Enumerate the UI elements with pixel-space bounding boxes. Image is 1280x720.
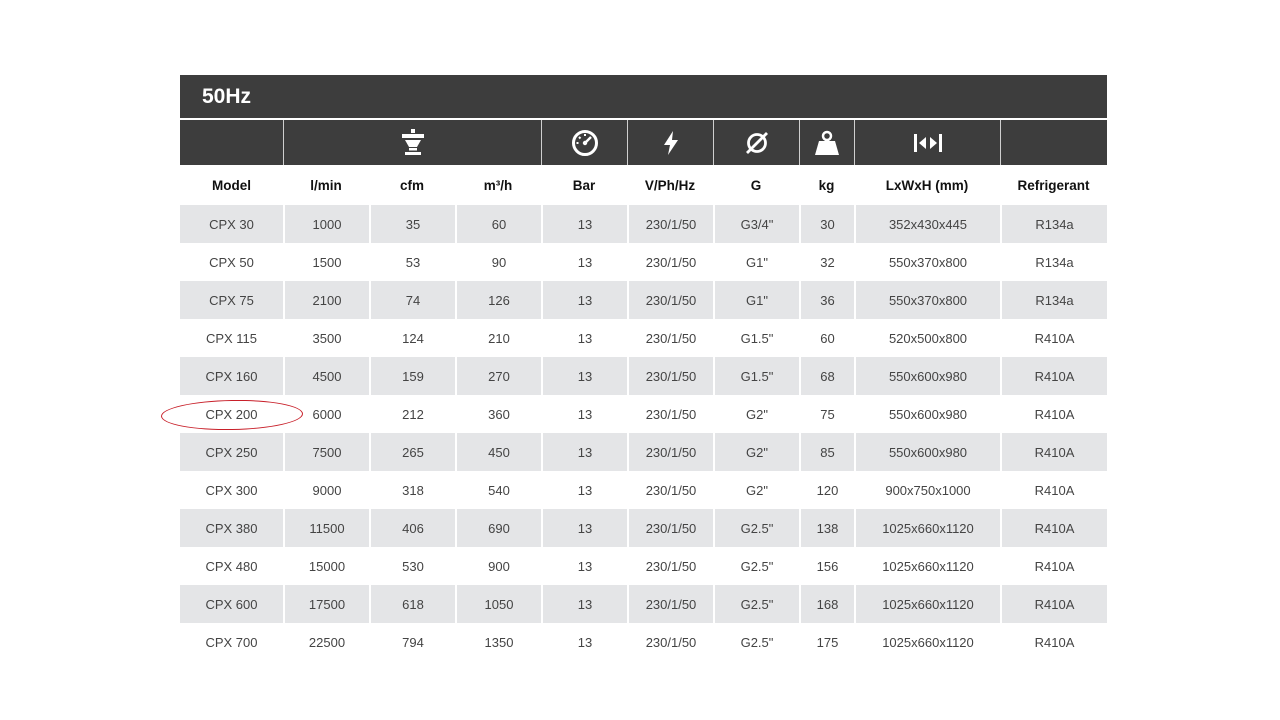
column-header: Refrigerant	[1017, 177, 1090, 193]
table-cell: 11500	[283, 509, 369, 547]
table-cell: 230/1/50	[627, 319, 713, 357]
model-cell: CPX 480	[205, 558, 258, 574]
table-cell: 230/1/50	[627, 623, 713, 661]
table-cell: 13	[541, 623, 627, 661]
table-cell: R134a	[1000, 281, 1107, 319]
table-cell: G1"	[713, 281, 799, 319]
spec-table	[180, 75, 1107, 661]
column-header: Bar	[572, 177, 596, 193]
table-cell: 210	[455, 319, 541, 357]
table-cell: 550x600x980	[854, 357, 1000, 395]
table-cell: 230/1/50	[627, 509, 713, 547]
column-header: LxWxH (mm)	[885, 177, 969, 193]
table-cell: 13	[541, 471, 627, 509]
icon-header-row	[180, 120, 1107, 165]
table-cell: 159	[369, 357, 455, 395]
table-cell: 794	[369, 623, 455, 661]
weight-icon	[813, 130, 841, 156]
column-header: G	[750, 177, 762, 193]
table-cell: 550x370x800	[854, 243, 1000, 281]
table-cell: 15000	[283, 547, 369, 585]
table-cell: G2.5"	[713, 585, 799, 623]
table-cell: 60	[799, 319, 854, 357]
table-cell: 13	[541, 243, 627, 281]
table-row	[180, 281, 1107, 319]
table-cell: 85	[799, 433, 854, 471]
table-cell: 550x600x980	[854, 395, 1000, 433]
model-cell: CPX 600	[180, 585, 283, 623]
table-cell: 1025x660x1120	[854, 547, 1000, 585]
table-cell: 900x750x1000	[854, 471, 1000, 509]
icon-cell-dimensions	[854, 120, 1000, 165]
table-cell: G2"	[713, 395, 799, 433]
table-cell: R410A	[1000, 433, 1107, 471]
table-row	[180, 585, 1107, 623]
table-cell: 265	[369, 433, 455, 471]
diameter-icon	[744, 130, 770, 156]
table-cell: 6000	[283, 395, 369, 433]
model-cell: CPX 700	[205, 634, 258, 650]
table-cell: R410A	[1000, 585, 1107, 623]
table-cell: 13	[541, 281, 627, 319]
table-cell: 520x500x800	[854, 319, 1000, 357]
table-cell: 13	[541, 547, 627, 585]
table-cell: 156	[799, 547, 854, 585]
pressure-gauge-icon	[571, 129, 599, 157]
table-cell: 1025x660x1120	[854, 509, 1000, 547]
table-cell: 1025x660x1120	[854, 623, 1000, 661]
table-cell: 360	[455, 395, 541, 433]
table-cell: 1025x660x1120	[854, 585, 1000, 623]
table-cell: 230/1/50	[627, 395, 713, 433]
icon-cell-model	[180, 120, 283, 165]
table-cell: 230/1/50	[627, 547, 713, 585]
column-header: l/min	[310, 177, 342, 193]
table-cell: R410A	[1000, 319, 1107, 357]
column-header: cfm	[399, 177, 424, 193]
table-cell: 1000	[283, 205, 369, 243]
table-cell: 4500	[283, 357, 369, 395]
table-cell: G2.5"	[713, 623, 799, 661]
table-row	[180, 243, 1107, 281]
table-cell: 1350	[455, 623, 541, 661]
table-row	[180, 395, 1107, 433]
table-row	[180, 471, 1107, 509]
frequency-title: 50Hz	[202, 84, 252, 108]
table-row	[180, 509, 1107, 547]
table-cell: 32	[799, 243, 854, 281]
table-cell: R410A	[1000, 357, 1107, 395]
table-cell: 120	[799, 471, 854, 509]
icon-cell-refrigerant	[1000, 120, 1107, 165]
table-cell: 318	[369, 471, 455, 509]
table-row	[180, 433, 1107, 471]
table-cell: 175	[799, 623, 854, 661]
model-cell: CPX 250	[180, 433, 283, 471]
dimensions-icon	[913, 132, 943, 154]
table-cell: R134a	[1000, 205, 1107, 243]
table-cell: 30	[799, 205, 854, 243]
table-cell: G1.5"	[713, 319, 799, 357]
model-cell: CPX 380	[180, 509, 283, 547]
table-cell: 90	[455, 243, 541, 281]
table-cell: 230/1/50	[627, 433, 713, 471]
table-cell: 53	[369, 243, 455, 281]
table-row	[180, 357, 1107, 395]
table-cell: 13	[541, 585, 627, 623]
table-cell: 690	[455, 509, 541, 547]
column-header: kg	[818, 177, 835, 193]
table-cell: 13	[541, 357, 627, 395]
table-cell: 36	[799, 281, 854, 319]
table-cell: R410A	[1000, 623, 1107, 661]
table-row	[180, 547, 1107, 585]
table-cell: 124	[369, 319, 455, 357]
table-cell: 138	[799, 509, 854, 547]
table-cell: 7500	[283, 433, 369, 471]
table-cell: 352x430x445	[854, 205, 1000, 243]
table-cell: 35	[369, 205, 455, 243]
table-cell: 126	[455, 281, 541, 319]
icon-cell-diameter	[713, 120, 799, 165]
model-cell: CPX 50	[209, 254, 254, 270]
power-bolt-icon	[662, 130, 680, 156]
column-header: Model	[212, 177, 251, 193]
icon-cell-pressure	[541, 120, 627, 165]
table-cell: G1"	[713, 243, 799, 281]
table-cell: 230/1/50	[627, 243, 713, 281]
table-cell: 618	[369, 585, 455, 623]
table-cell: 2100	[283, 281, 369, 319]
table-cell: 230/1/50	[627, 585, 713, 623]
table-cell: 450	[455, 433, 541, 471]
model-cell: CPX 200	[205, 406, 258, 422]
table-cell: G3/4"	[713, 205, 799, 243]
column-header-row	[180, 165, 1107, 205]
table-cell: R410A	[1000, 471, 1107, 509]
table-cell: 230/1/50	[627, 281, 713, 319]
table-cell: 540	[455, 471, 541, 509]
table-cell: 230/1/50	[627, 205, 713, 243]
table-cell: G2"	[713, 471, 799, 509]
icon-cell-power	[627, 120, 713, 165]
table-cell: 13	[541, 509, 627, 547]
table-row	[180, 623, 1107, 661]
table-cell: 22500	[283, 623, 369, 661]
table-cell: 230/1/50	[627, 357, 713, 395]
table-cell: 550x600x980	[854, 433, 1000, 471]
table-cell: 1500	[283, 243, 369, 281]
table-cell: G2"	[713, 433, 799, 471]
table-cell: 530	[369, 547, 455, 585]
table-cell: 168	[799, 585, 854, 623]
table-cell: 212	[369, 395, 455, 433]
table-cell: G1.5"	[713, 357, 799, 395]
icon-cell-flow	[283, 120, 541, 165]
icon-cell-weight	[799, 120, 854, 165]
model-cell: CPX 30	[180, 205, 283, 243]
table-cell: 68	[799, 357, 854, 395]
model-cell: CPX 300	[205, 482, 258, 498]
table-cell: R410A	[1000, 395, 1107, 433]
table-cell: 406	[369, 509, 455, 547]
table-row	[180, 319, 1107, 357]
model-cell: CPX 115	[205, 330, 258, 346]
table-row	[180, 205, 1107, 243]
table-cell: R134a	[1000, 243, 1107, 281]
column-header: V/Ph/Hz	[644, 177, 696, 193]
model-cell: CPX 160	[180, 357, 283, 395]
table-cell: R410A	[1000, 509, 1107, 547]
table-cell: 74	[369, 281, 455, 319]
model-cell: CPX 75	[180, 281, 283, 319]
table-cell: 230/1/50	[627, 471, 713, 509]
table-cell: 13	[541, 433, 627, 471]
table-cell: 270	[455, 357, 541, 395]
table-cell: G2.5"	[713, 509, 799, 547]
table-cell: G2.5"	[713, 547, 799, 585]
table-body	[180, 205, 1107, 661]
table-cell: 3500	[283, 319, 369, 357]
table-cell: 13	[541, 395, 627, 433]
table-cell: 900	[455, 547, 541, 585]
table-cell: 60	[455, 205, 541, 243]
table-cell: 17500	[283, 585, 369, 623]
column-header: m³/h	[483, 177, 513, 193]
table-cell: R410A	[1000, 547, 1107, 585]
table-cell: 9000	[283, 471, 369, 509]
frequency-title-bar	[180, 75, 1107, 120]
table-cell: 1050	[455, 585, 541, 623]
table-cell: 75	[799, 395, 854, 433]
table-cell: 550x370x800	[854, 281, 1000, 319]
flow-icon	[400, 128, 426, 158]
table-cell: 13	[541, 319, 627, 357]
table-cell: 13	[541, 205, 627, 243]
